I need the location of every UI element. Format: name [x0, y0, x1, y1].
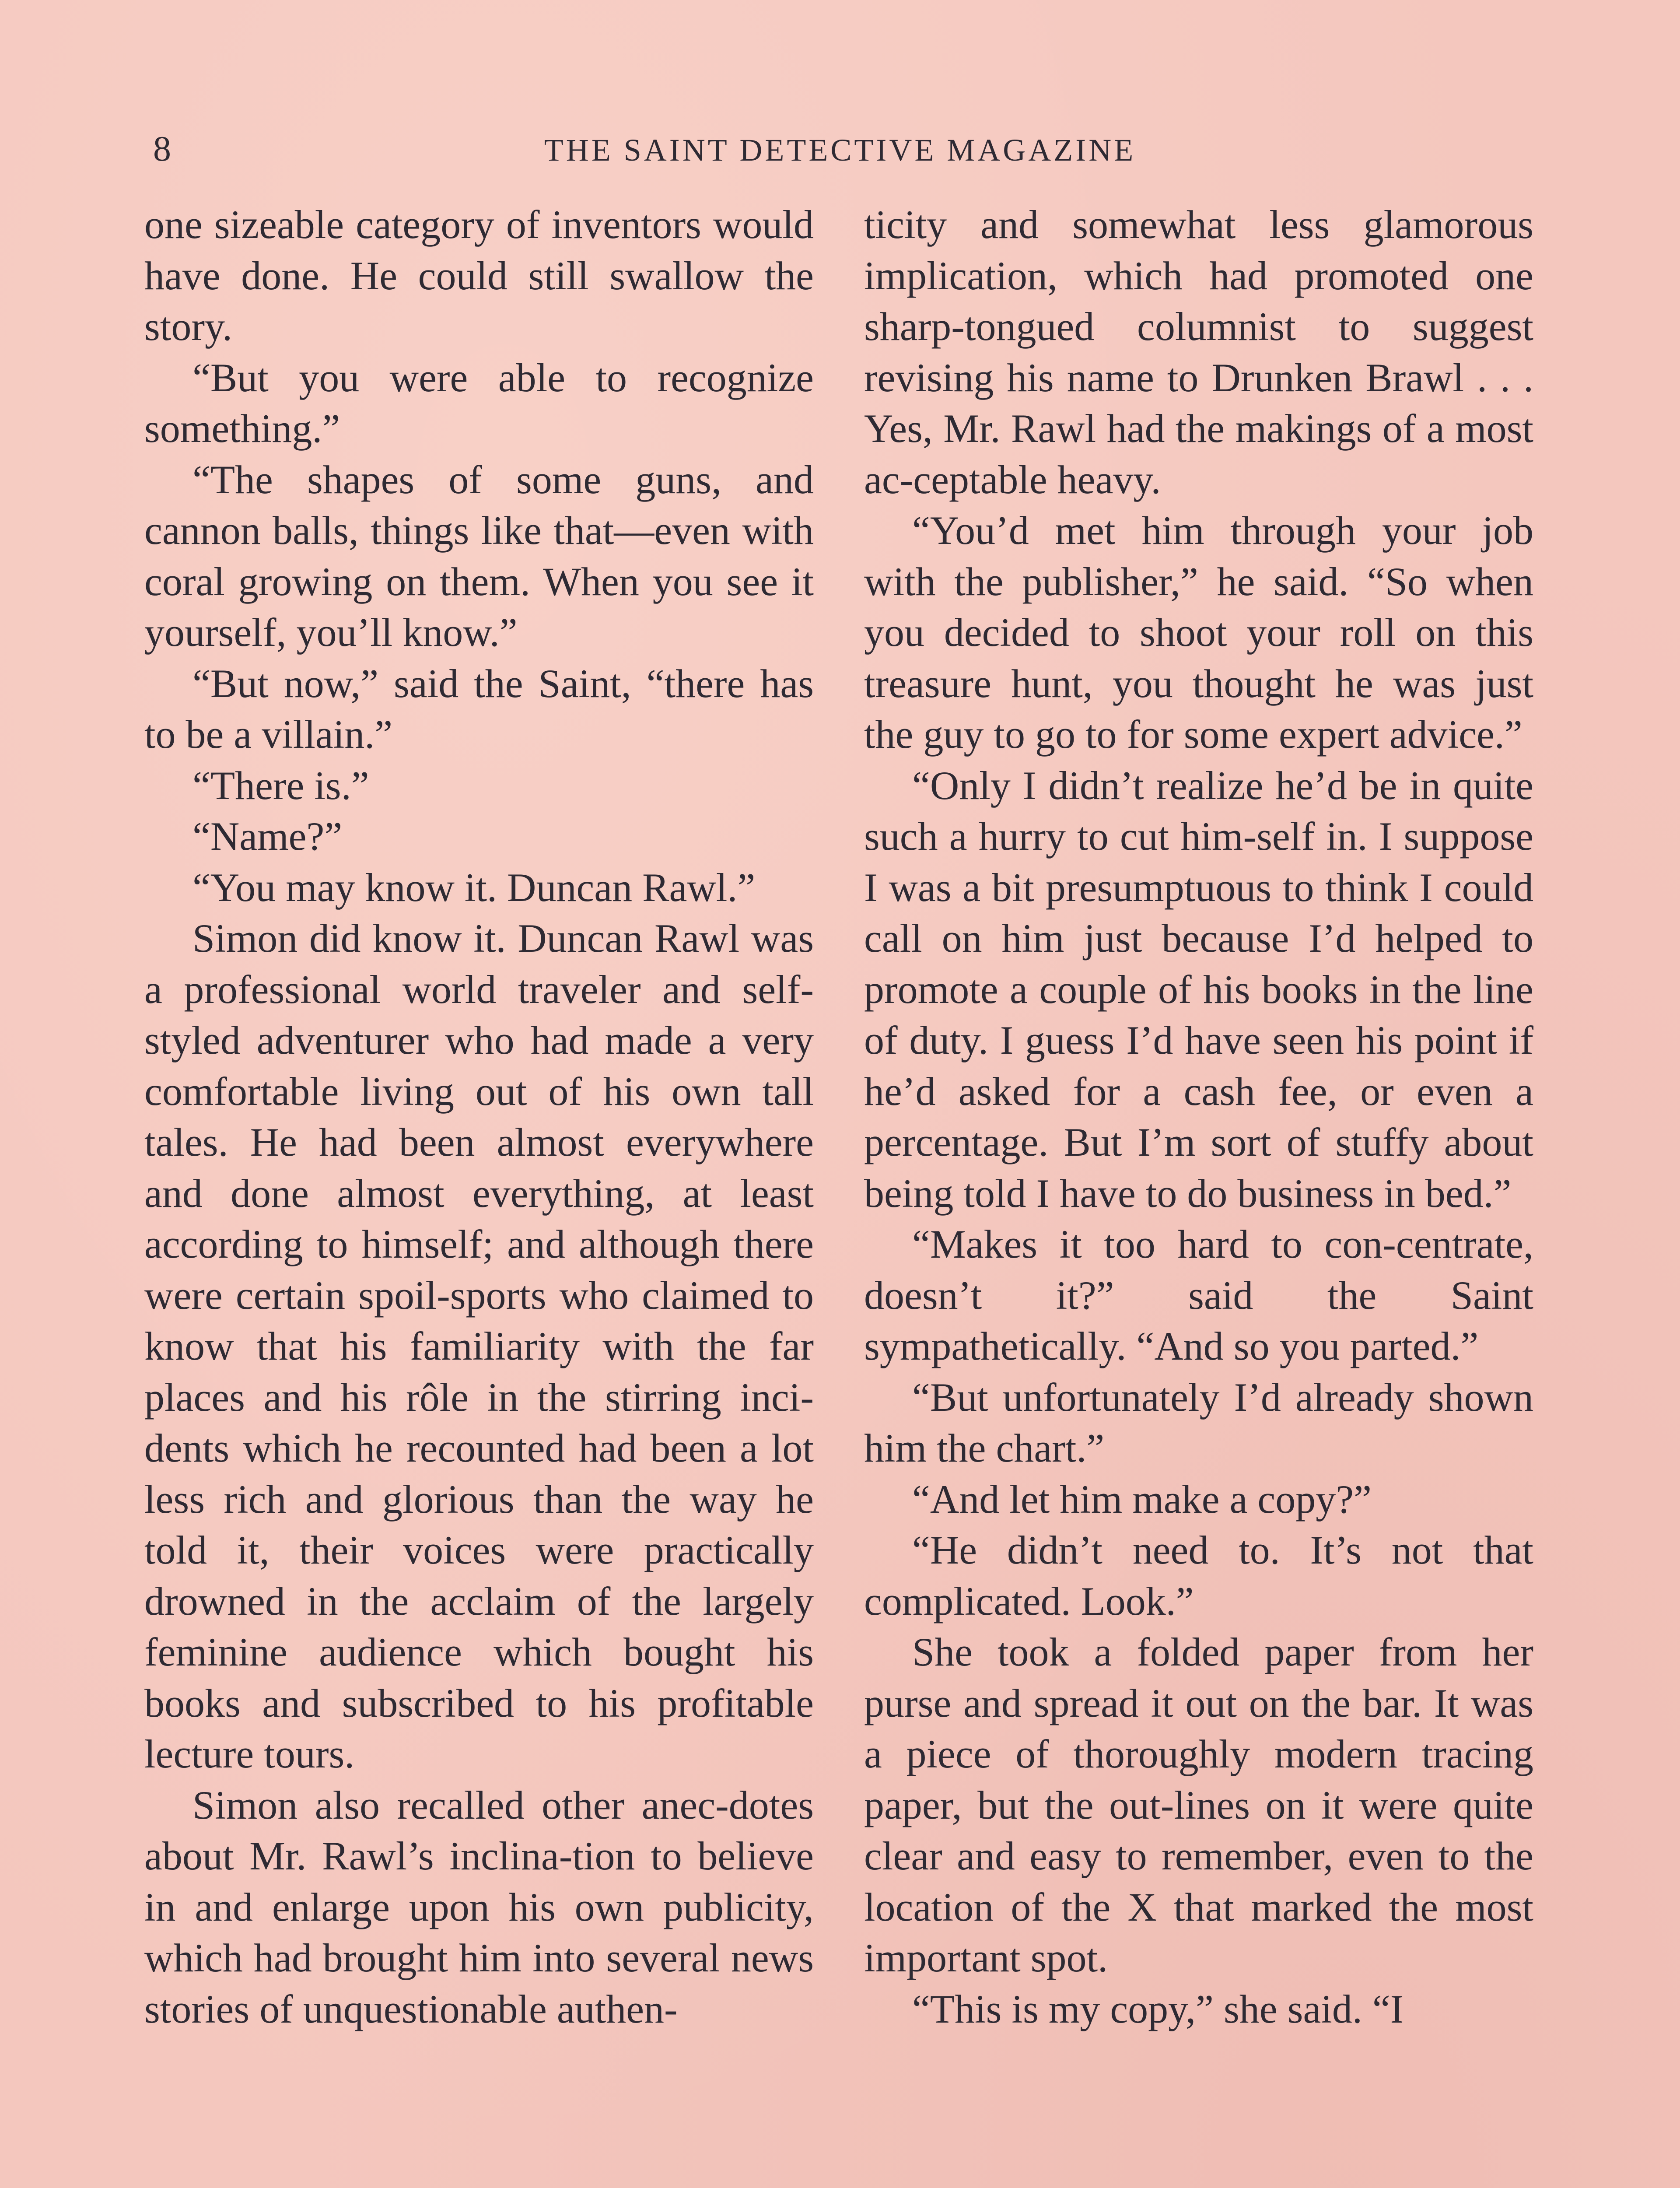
- paragraph: Simon did know it. Duncan Rawl was a professional world traveler and self-styled adventurer who had made a very comfortable living out of his own tall tales. He had been almost everywhere and done almost everything, at least according to himself; and although there were certain spoil-sports who claimed to know that his familiarity with the far places and his rôle in the stirring inci-dents which he recounted had been a lot less rich and glorious than the way he told it, their voices were practically drowned in the acclaim of the largely feminine audience which bought his books and subscribed to his profitable lecture tours.: [144, 916, 814, 1776]
- paragraph: “This is my copy,” she said. “I: [912, 1986, 1404, 2031]
- paragraph: She took a folded paper from her purse and spread it out on the bar. It was a piece of thoroughly modern tracing paper, but the out-lines on it were quite clear and easy to remember, even to the location of the X that marked the most important spot.: [864, 1630, 1533, 1980]
- paragraph: “The shapes of some guns, and cannon balls, things like that—even with coral growing on them. When you see it yourself, you’ll know.”: [144, 457, 814, 655]
- running-title: THE SAINT DETECTIVE MAGAZINE: [544, 133, 1136, 168]
- paragraph: Simon also recalled other anec-dotes about Mr. Rawl’s inclina-tion to believe in and enlarge upon his own publicity, which had brought him into several news stories of unquestionable authen-: [144, 1782, 814, 2031]
- paragraph: “Name?”: [192, 814, 343, 859]
- paragraph: “You may know it. Duncan Rawl.”: [192, 865, 756, 910]
- page-number: 8: [153, 129, 172, 168]
- right-column: [864, 199, 1533, 2034]
- paragraph: “But unfortunately I’d already shown him the chart.”: [864, 1375, 1533, 1470]
- page-header: [144, 127, 1536, 179]
- paragraph: “But you were able to recognize something.”: [144, 355, 814, 451]
- paragraph: “And let him make a copy?”: [912, 1476, 1372, 1522]
- paragraph: “Makes it too hard to con-centrate, doesn’t it?” said the Saint sympathetically. “And so you parted.”: [864, 1222, 1533, 1368]
- paragraph: one sizeable category of inventors would have done. He could still swallow the story.: [144, 202, 814, 349]
- paragraph: “But now,” said the Saint, “there has to be a villain.”: [144, 661, 814, 757]
- paragraph: “He didn’t need to. It’s not that complicated. Look.”: [864, 1528, 1533, 1623]
- paragraph: “You’d met him through your job with the publisher,” he said. “So when you decided to shoot your roll on this treasure hunt, you thought he was just the guy to go to for some expert advice.”: [864, 508, 1533, 757]
- paragraph: “There is.”: [192, 763, 369, 808]
- paragraph: ticity and somewhat less glamorous implication, which had promoted one sharp-tongued columnist to suggest revising his name to Drunken Brawl . . . Yes, Mr. Rawl had the makings of a most ac-ceptable heavy.: [864, 202, 1533, 502]
- left-column: [144, 199, 814, 2034]
- paragraph: “Only I didn’t realize he’d be in quite such a hurry to cut him-self in. I suppose I was a bit presumptuous to think I could call on him just because I’d helped to promote a couple of his books in the line of duty. I guess I’d have seen his point if he’d asked for a cash fee, or even a percentage. But I’m sort of stuffy about being told I have to do business in bed.”: [864, 763, 1533, 1216]
